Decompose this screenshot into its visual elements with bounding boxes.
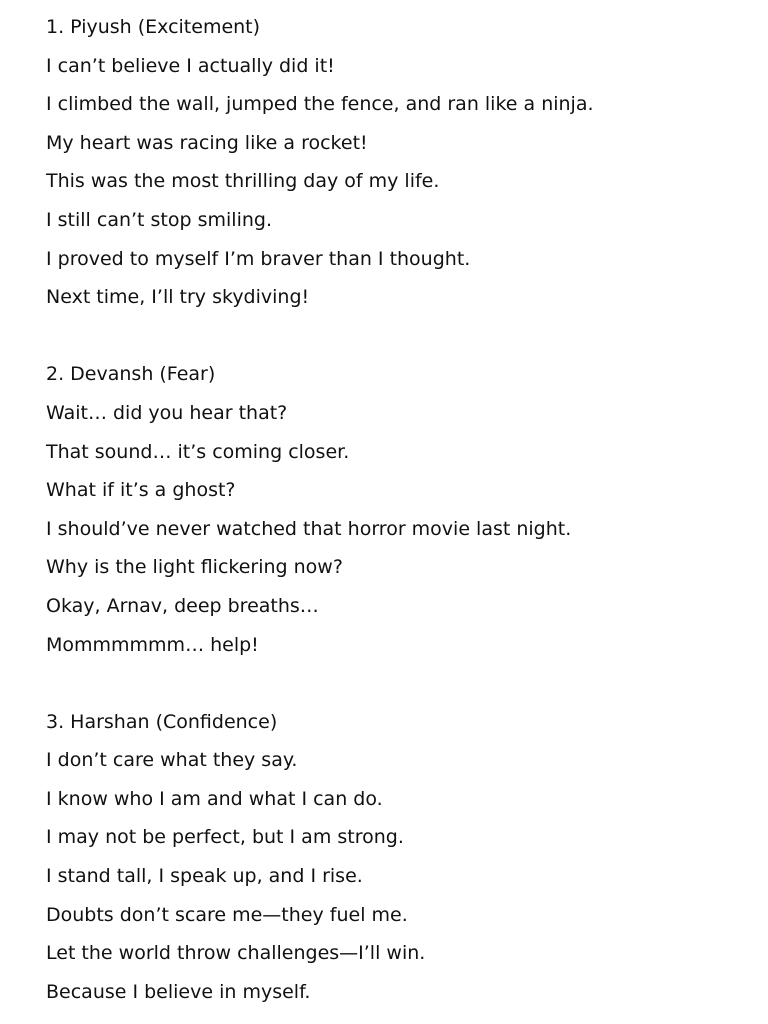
- text-line: I stand tall, I speak up, and I rise.: [46, 865, 363, 888]
- text-line: This was the most thrilling day of my life.: [46, 170, 440, 193]
- text-line: I don’t care what they say.: [46, 749, 298, 772]
- text-line: I still can’t stop smiling.: [46, 208, 272, 231]
- text-line: Mommmmmm… help!: [46, 633, 259, 656]
- text-line: What if it’s a ghost?: [46, 479, 236, 502]
- text-line: I climbed the wall, jumped the fence, and ran like a ninja.: [46, 93, 594, 116]
- section-heading: 3. Harshan (Confidence): [46, 710, 278, 733]
- text-line: My heart was racing like a rocket!: [46, 131, 368, 154]
- text-line: I proved to myself I’m braver than I thought.: [46, 247, 471, 270]
- text-line: Okay, Arnav, deep breaths…: [46, 594, 319, 617]
- section-piyush: [46, 8, 768, 317]
- text-line: Wait… did you hear that?: [46, 401, 288, 424]
- text-line: Because I believe in myself.: [46, 980, 311, 1003]
- text-line: Let the world throw challenges—I’ll win.: [46, 942, 426, 965]
- text-line: Next time, I’ll try skydiving!: [46, 286, 310, 309]
- text-line: That sound… it’s coming closer.: [46, 440, 350, 463]
- text-line: I should’ve never watched that horror movie last night.: [46, 517, 572, 540]
- text-line: I may not be perfect, but I am strong.: [46, 826, 404, 849]
- section-devansh: [46, 355, 768, 664]
- text-line: I can’t believe I actually did it!: [46, 54, 335, 77]
- section-heading: 2. Devansh (Fear): [46, 363, 216, 386]
- section-heading: 1. Piyush (Excitement): [46, 16, 261, 38]
- text-line: I know who I am and what I can do.: [46, 787, 383, 810]
- text-line: Doubts don’t scare me—they fuel me.: [46, 903, 408, 926]
- section-harshan: [46, 703, 768, 1012]
- text-line: Why is the light flickering now?: [46, 556, 343, 579]
